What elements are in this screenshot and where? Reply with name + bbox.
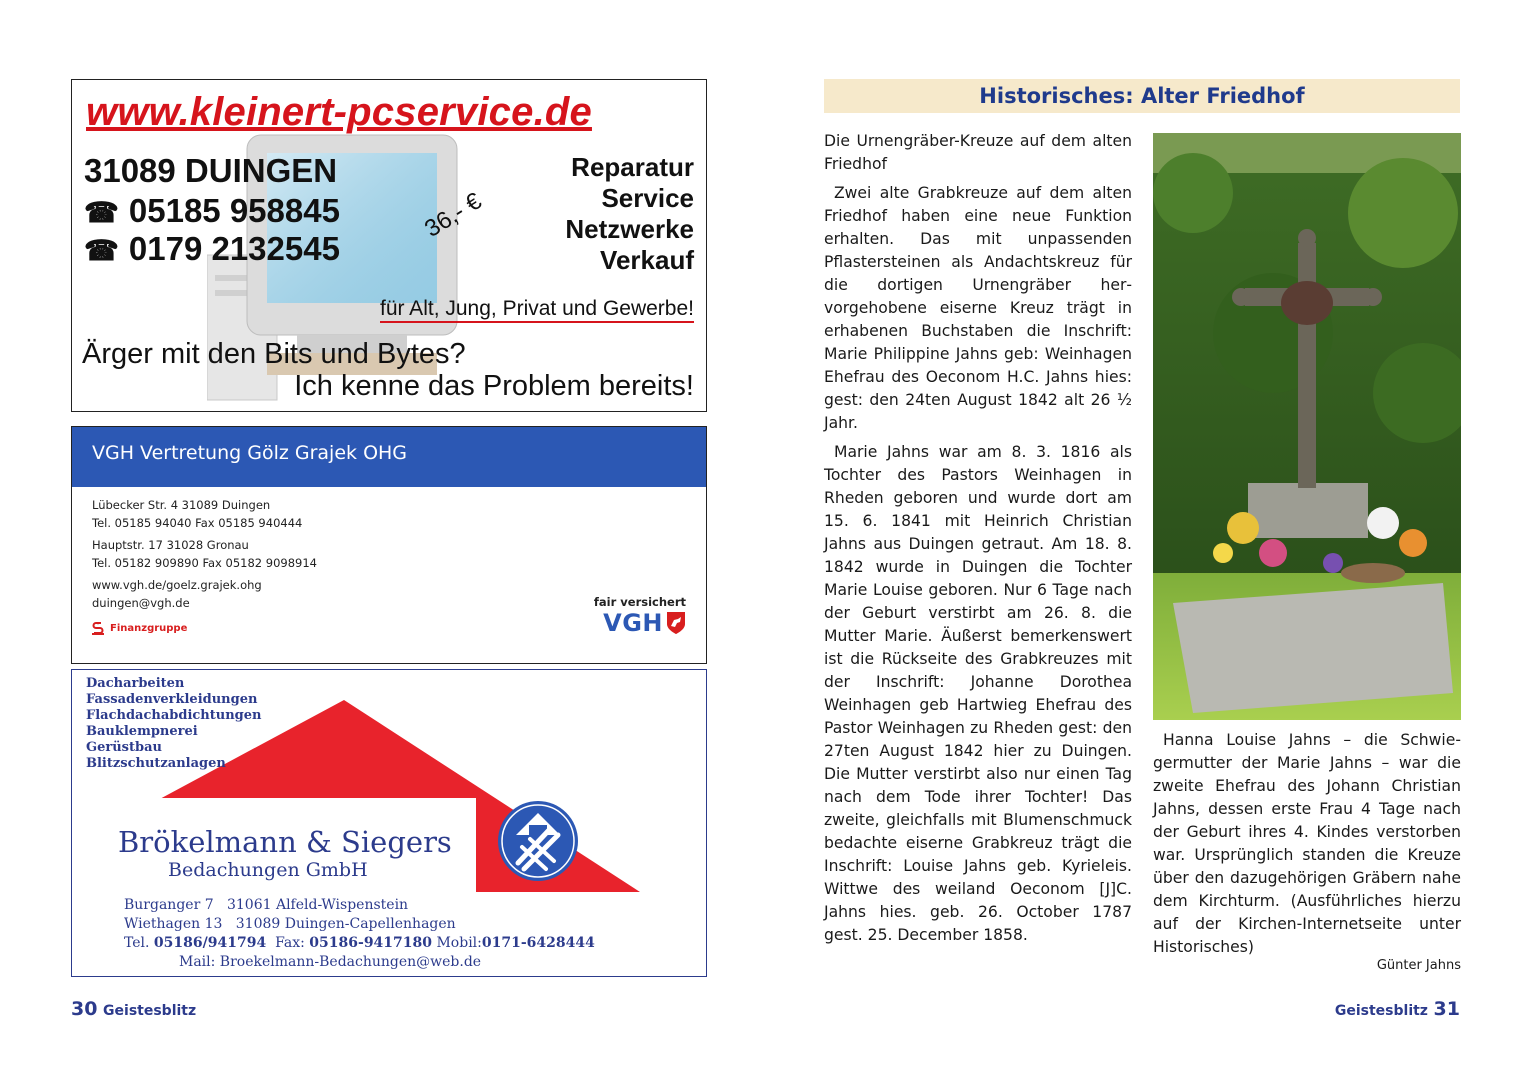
slogan-line-2: Ich kenne das Problem bereits!	[294, 370, 694, 402]
vgh-line: Hauptstr. 17 31028 Gronau	[92, 538, 249, 552]
telephone-icon: ☎	[84, 235, 119, 266]
article-paragraph: Zwei alte Grabkreuze auf dem alten Friedhof haben eine neue Funktion erhalten. Das mit unpassenden Pflastersteinen als Andachtskreuz für die dortigen Urnengräber hervorgehobene eiserne Kreuz trägt in erhabenen Buchstaben die Inschrift: Marie Philippine Jahns geb: Weinhagen Ehefrau des Oeconom H.C. Jahns hies: gest: den 24ten August 1842 alt 26 ½ Jahr.	[824, 184, 1132, 432]
phone-line-1: ☎ 05185 958845	[84, 192, 340, 229]
article-column-2	[1153, 729, 1461, 959]
article-paragraph: Hanna Louise Jahns – die Schwiegermutter der Marie Jahns – war die zweite Ehefrau des Johann Christian Jahns, dessen erste Frau 4 Tage nach der Geburt ihres 4. Kindes verstorben war. Ursprünglich standen die Kreuze über den dazugehörigen Gräbern nahe dem Kirchturm. (Ausführliches hierzu auf der Kirchen-Internetseite unter Historisches)	[1153, 731, 1461, 956]
vgh-title-band	[72, 427, 706, 487]
section-title: Historisches: Alter Friedhof	[979, 84, 1305, 108]
email-line[interactable]: Mail: Broekelmann-Bedachungen@web.de	[179, 954, 482, 970]
vgh-line: Tel. 05182 909890 Fax 05182 9098914	[92, 556, 317, 570]
company-name: Brökelmann & Siegers	[118, 825, 452, 859]
service-item: Service	[601, 183, 694, 213]
service-item: Reparatur	[571, 152, 694, 182]
horse-shield-icon	[666, 611, 686, 635]
audience-line: für Alt, Jung, Privat und Gewerbe!	[380, 297, 694, 323]
service-item: Fassadenverkleidungen	[86, 692, 258, 707]
page-number: 30	[71, 998, 98, 1020]
cemetery-cross-photo	[1153, 133, 1461, 720]
right-page	[765, 0, 1530, 1080]
address-line-2: Wiethagen 13 31089 Duingen-Capellenhagen	[124, 916, 456, 932]
slogan-line-1: Ärger mit den Bits und Bytes?	[82, 338, 466, 370]
vgh-line: Tel. 05185 94040 Fax 05185 940444	[92, 516, 303, 530]
website-url[interactable]: www.kleinert-pcservice.de	[86, 90, 592, 134]
phone-line-2: ☎ 0179 2132545	[84, 230, 340, 267]
service-item: Bauklempnerei	[86, 724, 198, 739]
vgh-line: Lübecker Str. 4 31089 Duingen	[92, 498, 271, 512]
roofer-guild-emblem-icon	[496, 799, 580, 883]
ad-pcservice	[71, 79, 707, 412]
article-author: Günter Jahns	[1376, 958, 1461, 973]
vgh-email[interactable]: duingen@vgh.de	[92, 596, 190, 610]
sparkasse-s-icon	[92, 622, 104, 635]
vgh-website[interactable]: www.vgh.de/goelz.grajek.ohg	[92, 578, 262, 592]
magazine-name: Geistesblitz	[1334, 1003, 1428, 1019]
service-item: Verkauf	[600, 245, 694, 275]
section-header	[824, 79, 1460, 113]
article-intro: Die Urnengräber-Kreuze auf dem alten Friedhof	[824, 132, 1132, 173]
page-number: 31	[1433, 998, 1460, 1020]
right-page-footer	[1335, 998, 1460, 1020]
left-page-footer	[71, 998, 196, 1020]
article-column-1	[824, 130, 1132, 953]
service-list	[565, 152, 694, 276]
ad-vgh	[71, 426, 707, 664]
service-item: Dacharbeiten	[86, 676, 185, 691]
price-tag: 36,- €	[420, 187, 487, 243]
finanzgruppe-logo: Finanzgruppe	[92, 622, 187, 635]
phone-fax-line: Tel. 05186/941794 Fax: 05186-9417180 Mobil:0171-6428444	[124, 935, 595, 951]
ad-roofing	[71, 669, 707, 977]
vgh-title: VGH Vertretung Gölz Grajek OHG	[92, 442, 408, 464]
vgh-contact-lines	[92, 496, 317, 612]
city-line: 31089 DUINGEN	[84, 152, 338, 189]
service-item: Blitzschutzanlagen	[86, 756, 226, 771]
company-subtitle: Bedachungen GmbH	[168, 859, 368, 881]
address-line-1: Burganger 7 31061 Alfeld-Wispenstein	[124, 897, 409, 913]
vgh-logo: VGH	[603, 609, 686, 637]
service-item: Gerüstbau	[86, 740, 162, 755]
telephone-icon: ☎	[84, 197, 119, 228]
article-paragraph: Marie Jahns war am 8. 3. 1816 als Tochter des Pastors Weinhagen in Rheden geboren und wurde dort am 15. 6. 1841 mit Heinrich Christian Jahns aus Duingen getraut. Am 18. 8. 1842 wurde in Duingen die Tochter Marie Louise geboren. Nur 6 Tage nach der Geburt verstirbt am 26. 8. die Mutter Marie. Äußerst bemerkenswert ist die Rückseite des Grabkreuzes mit der Inschrift: Johanne Dorothea Weinhagen geb Hartwieg Ehefrau des Pastor Weinhagen zu Rheden gest: den 27ten August 1842 hier zu Duingen. Die Mutter verstirbt also nur einen Tag nach dem Tode ihrer Tochter! Das zweite, gleichfalls mit Blumenschmuck bedachte eiserne Grabkreuz trägt die Inschrift: Louise Jahns geb. Kyrieleis. Wittwe des weiland Oeconom [J]C. Jahns hies. geb. 26. October 1787 gest. 25. December 1858.	[824, 443, 1132, 944]
magazine-name: Geistesblitz	[103, 1003, 197, 1019]
service-item: Flachdachabdichtungen	[86, 708, 262, 723]
service-item: Netzwerke	[565, 214, 694, 244]
roofing-services	[86, 676, 261, 772]
fair-versichert-label: fair versichert	[593, 595, 686, 609]
